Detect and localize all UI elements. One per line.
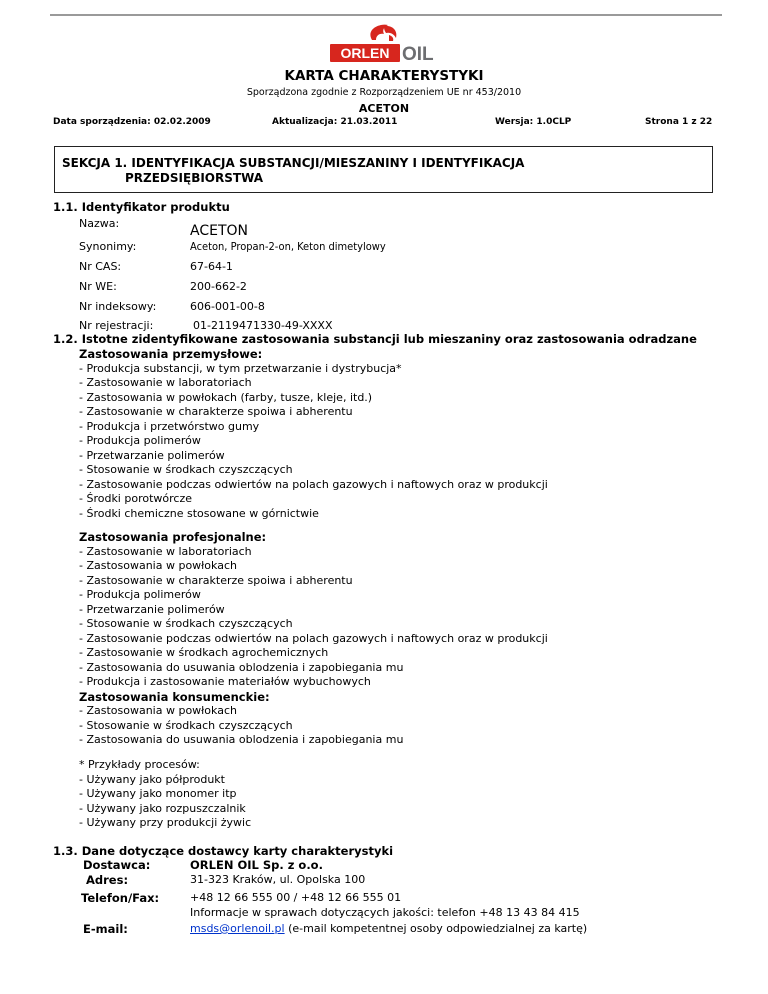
phone-label: Telefon/Fax: <box>81 891 160 905</box>
industrial-title: Zastosowania przemysłowe: <box>79 347 263 361</box>
document-title: KARTA CHARAKTERYSTYKI <box>284 68 484 84</box>
label-index: Nr indeksowy: <box>79 300 157 313</box>
logo-text-oil: OIL <box>402 44 434 64</box>
list-item: - Używany jako monomer itp <box>79 787 237 800</box>
list-item: - Przetwarzanie polimerów <box>79 602 225 616</box>
email-label: E-mail: <box>83 922 128 936</box>
list-item: - Produkcja i przetwórstwo gumy <box>79 419 260 433</box>
document-subtitle: Sporządzona zgodnie z Rozporządzeniem UE nr 453/2010 <box>246 87 522 98</box>
section-title-line1: SEKCJA 1. IDENTYFIKACJA SUBSTANCJI/MIESZANINY I IDENTYFIKACJA <box>62 156 525 170</box>
value-registration: 01-2119471330-49-XXXX <box>193 319 333 332</box>
heading-1-1: 1.1. Identyfikator produktu <box>53 200 230 214</box>
label-name: Nazwa: <box>79 217 120 230</box>
list-item: - Środki chemiczne stosowane w górnictwie <box>79 506 319 520</box>
label-cas: Nr CAS: <box>79 260 122 273</box>
value-we: 200-662-2 <box>190 280 247 293</box>
orlen-oil-logo <box>326 22 448 64</box>
value-synonyms: Aceton, Propan-2-on, Keton dimetylowy <box>190 240 386 253</box>
date-updated: Aktualizacja: 21.03.2011 <box>272 117 398 127</box>
list-item: - Stosowanie w środkach czyszczących <box>79 617 293 630</box>
email-note: (e-mail kompetentnej osoby odpowiedzialnej za kartę) <box>284 922 588 935</box>
list-item: - Zastosowanie podczas odwiertów na polach gazowych i naftowych oraz w produkcji <box>79 477 548 491</box>
list-item: - Zastosowania w powłokach <box>79 704 237 717</box>
list-item: - Używany jako rozpuszczalnik <box>79 801 246 815</box>
label-we: Nr WE: <box>79 280 117 293</box>
address-label: Adres: <box>86 873 129 887</box>
version: Wersja: 1.0CLP <box>495 117 572 127</box>
section-1-box <box>54 146 713 193</box>
eagle-icon <box>370 25 396 41</box>
list-item: - Produkcja substancji, w tym przetwarzanie i dystrybucja* <box>79 361 402 375</box>
label-synonyms: Synonimy: <box>79 240 137 253</box>
list-item: - Stosowanie w środkach czyszczących <box>79 463 293 476</box>
list-item: - Zastosowanie w laboratoriach <box>79 376 252 389</box>
email-link[interactable]: msds@orlenoil.pl <box>190 922 285 935</box>
top-rule <box>50 14 722 16</box>
value-index: 606-001-00-8 <box>190 300 265 313</box>
section-title-line2: PRZEDSIĘBIORSTWA <box>125 171 264 185</box>
list-item: - Produkcja i zastosowanie materiałów wybuchowych <box>79 675 371 688</box>
list-item: - Przetwarzanie polimerów <box>79 448 225 462</box>
list-item: - Używany jako półprodukt <box>79 772 225 786</box>
list-item: - Zastosowanie w laboratoriach <box>79 544 252 558</box>
list-item: - Używany przy produkcji żywic <box>79 816 252 829</box>
logo-text-orlen: ORLEN <box>340 45 390 61</box>
quality-info: Informacje w sprawach dotyczących jakości: telefon +48 13 43 84 415 <box>190 906 580 919</box>
list-item: - Zastosowania w powłokach (farby, tusze, kleje, itd.) <box>79 390 373 404</box>
professional-title: Zastosowania profesjonalne: <box>79 530 267 544</box>
product-name-header: ACETON <box>358 102 410 115</box>
list-item: - Zastosowanie w środkach agrochemicznych <box>79 646 329 659</box>
list-item: - Produkcja polimerów <box>79 434 201 447</box>
phone-value: +48 12 66 555 00 / +48 12 66 555 01 <box>190 891 402 904</box>
heading-1-2: 1.2. Istotne zidentyfikowane zastosowania substancji lub mieszaniny oraz zastosowania odradzane <box>53 332 697 346</box>
list-item: - Stosowanie w środkach czyszczących <box>79 718 293 732</box>
supplier-value: ORLEN OIL Sp. z o.o. <box>190 858 323 872</box>
label-registration: Nr rejestracji: <box>79 319 154 332</box>
list-item: - Zastosowania do usuwania oblodzenia i zapobiegania mu <box>79 733 404 746</box>
date-created: Data sporządzenia: 02.02.2009 <box>53 117 211 127</box>
industrial-uses <box>79 347 548 521</box>
page-number: Strona 1 z 22 <box>645 117 713 127</box>
list-item: - Zastosowanie podczas odwiertów na polach gazowych i naftowych oraz w produkcji <box>79 631 548 645</box>
examples-title: * Przykłady procesów: <box>79 758 200 771</box>
list-item: - Zastosowanie w charakterze spoiwa i abherentu <box>79 573 353 587</box>
heading-1-3: 1.3. Dane dotyczące dostawcy karty charakterystyki <box>53 844 394 858</box>
process-examples <box>79 758 251 831</box>
email-line <box>190 922 587 935</box>
list-item: - Produkcja polimerów <box>79 588 201 601</box>
professional-uses <box>79 530 548 748</box>
list-item: - Środki porotwórcze <box>79 492 192 505</box>
supplier-label: Dostawca: <box>83 858 151 872</box>
value-cas: 67-64-1 <box>190 260 233 273</box>
list-item: - Zastosowanie w charakterze spoiwa i abherentu <box>79 405 353 418</box>
list-item: - Zastosowania w powłokach <box>79 559 237 572</box>
address-value: 31-323 Kraków, ul. Opolska 100 <box>190 873 366 886</box>
consumer-title: Zastosowania konsumenckie: <box>79 689 270 704</box>
value-name: ACETON <box>190 223 248 239</box>
list-item: - Zastosowania do usuwania oblodzenia i zapobiegania mu <box>79 660 404 674</box>
